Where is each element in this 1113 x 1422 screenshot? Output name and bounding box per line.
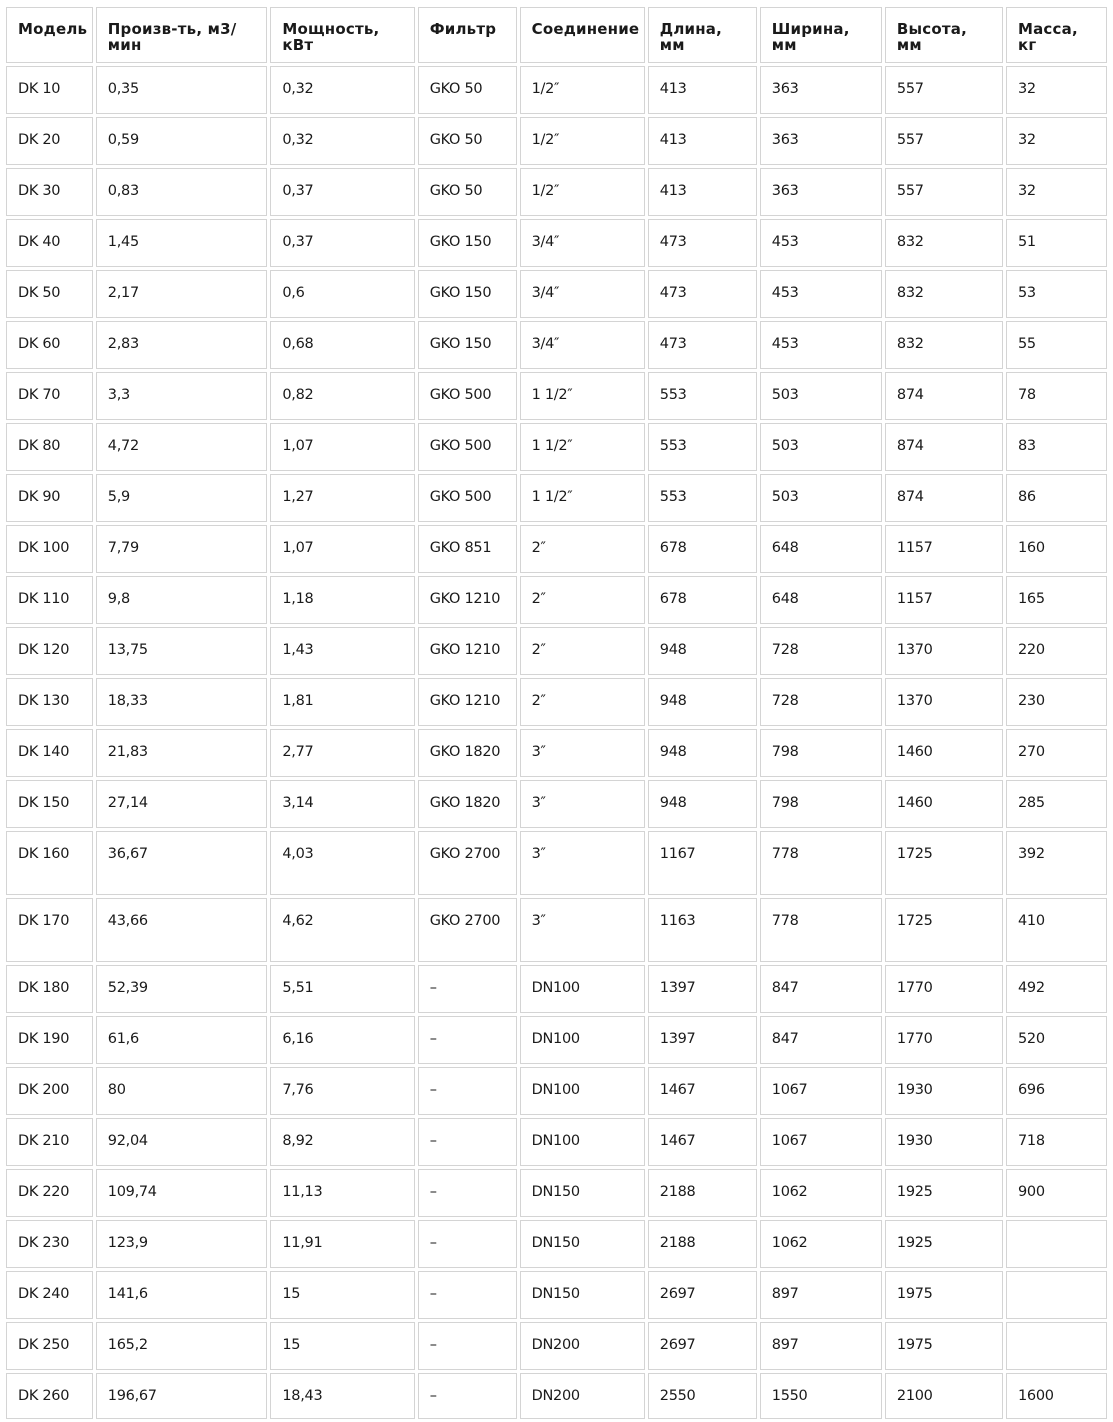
filter-cell: GKO 150 (418, 270, 517, 318)
width-cell: 778 (760, 898, 882, 962)
height-cell: 1725 (885, 831, 1003, 895)
connection-cell: DN150 (520, 1220, 645, 1268)
model-cell: DK 140 (6, 729, 93, 777)
table-row (6, 168, 1107, 216)
model-cell: DK 90 (6, 474, 93, 522)
filter-cell: GKO 1210 (418, 678, 517, 726)
width-cell: 1062 (760, 1220, 882, 1268)
width-cell: 778 (760, 831, 882, 895)
capacity-cell: 27,14 (96, 780, 268, 828)
capacity-cell: 52,39 (96, 965, 268, 1013)
width-cell: 648 (760, 576, 882, 624)
length-cell: 413 (648, 66, 757, 114)
power-cell: 1,07 (270, 423, 414, 471)
capacity-cell: 43,66 (96, 898, 268, 962)
height-cell: 1460 (885, 729, 1003, 777)
weight-cell: 32 (1006, 66, 1107, 114)
connection-cell: 2″ (520, 627, 645, 675)
length-cell: 1467 (648, 1067, 757, 1115)
weight-cell: 32 (1006, 117, 1107, 165)
length-cell: 473 (648, 219, 757, 267)
connection-cell: 3/4″ (520, 219, 645, 267)
compressor-spec-table (3, 4, 1110, 1422)
table-row (6, 1271, 1107, 1319)
capacity-cell: 0,35 (96, 66, 268, 114)
length-cell: 473 (648, 321, 757, 369)
filter-cell: GKO 500 (418, 372, 517, 420)
width-cell: 503 (760, 423, 882, 471)
width-cell: 363 (760, 117, 882, 165)
height-cell: 1930 (885, 1067, 1003, 1115)
power-cell: 1,27 (270, 474, 414, 522)
length-cell: 948 (648, 780, 757, 828)
power-cell: 15 (270, 1271, 414, 1319)
capacity-cell: 7,79 (96, 525, 268, 573)
weight-cell: 78 (1006, 372, 1107, 420)
filter-cell: GKO 500 (418, 423, 517, 471)
header-col-connection: Соединение (520, 7, 645, 63)
connection-cell: DN200 (520, 1373, 645, 1419)
filter-cell: GKO 1210 (418, 576, 517, 624)
power-cell: 4,03 (270, 831, 414, 895)
connection-cell: 3/4″ (520, 270, 645, 318)
capacity-cell: 196,67 (96, 1373, 268, 1419)
model-cell: DK 250 (6, 1322, 93, 1370)
connection-cell: 2″ (520, 525, 645, 573)
height-cell: 1725 (885, 898, 1003, 962)
height-cell: 1157 (885, 525, 1003, 573)
power-cell: 8,92 (270, 1118, 414, 1166)
weight-cell: 230 (1006, 678, 1107, 726)
table-row (6, 1220, 1107, 1268)
table-row (6, 372, 1107, 420)
width-cell: 1067 (760, 1118, 882, 1166)
filter-cell: GKO 150 (418, 219, 517, 267)
height-cell: 874 (885, 474, 1003, 522)
filter-cell: GKO 2700 (418, 831, 517, 895)
table-row (6, 831, 1107, 895)
power-cell: 0,68 (270, 321, 414, 369)
weight-cell: 285 (1006, 780, 1107, 828)
capacity-cell: 165,2 (96, 1322, 268, 1370)
weight-cell: 392 (1006, 831, 1107, 895)
filter-cell: GKO 1820 (418, 729, 517, 777)
table-row (6, 117, 1107, 165)
height-cell: 1975 (885, 1271, 1003, 1319)
weight-cell: 270 (1006, 729, 1107, 777)
height-cell: 1975 (885, 1322, 1003, 1370)
length-cell: 2697 (648, 1271, 757, 1319)
width-cell: 798 (760, 729, 882, 777)
length-cell: 553 (648, 423, 757, 471)
connection-cell: 1 1/2″ (520, 423, 645, 471)
width-cell: 503 (760, 474, 882, 522)
length-cell: 1167 (648, 831, 757, 895)
table-row (6, 678, 1107, 726)
connection-cell: DN100 (520, 965, 645, 1013)
model-cell: DK 120 (6, 627, 93, 675)
width-cell: 728 (760, 678, 882, 726)
table-row (6, 1118, 1107, 1166)
weight-cell: 165 (1006, 576, 1107, 624)
model-cell: DK 190 (6, 1016, 93, 1064)
height-cell: 874 (885, 423, 1003, 471)
connection-cell: 1/2″ (520, 66, 645, 114)
height-cell: 557 (885, 168, 1003, 216)
height-cell: 874 (885, 372, 1003, 420)
width-cell: 363 (760, 66, 882, 114)
length-cell: 678 (648, 576, 757, 624)
height-cell: 1770 (885, 965, 1003, 1013)
connection-cell: 2″ (520, 576, 645, 624)
filter-cell: – (418, 1220, 517, 1268)
connection-cell: 3″ (520, 729, 645, 777)
width-cell: 453 (760, 219, 882, 267)
weight-cell: 32 (1006, 168, 1107, 216)
connection-cell: DN100 (520, 1118, 645, 1166)
length-cell: 413 (648, 168, 757, 216)
height-cell: 1370 (885, 678, 1003, 726)
weight-cell: 51 (1006, 219, 1107, 267)
length-cell: 2188 (648, 1169, 757, 1217)
model-cell: DK 240 (6, 1271, 93, 1319)
power-cell: 5,51 (270, 965, 414, 1013)
table-row (6, 627, 1107, 675)
width-cell: 503 (760, 372, 882, 420)
weight-cell: 160 (1006, 525, 1107, 573)
capacity-cell: 141,6 (96, 1271, 268, 1319)
length-cell: 948 (648, 678, 757, 726)
width-cell: 847 (760, 1016, 882, 1064)
filter-cell: – (418, 1118, 517, 1166)
filter-cell: GKO 50 (418, 168, 517, 216)
filter-cell: GKO 500 (418, 474, 517, 522)
table-row (6, 1169, 1107, 1217)
length-cell: 948 (648, 627, 757, 675)
table-row (6, 1322, 1107, 1370)
model-cell: DK 60 (6, 321, 93, 369)
weight-cell: 53 (1006, 270, 1107, 318)
capacity-cell: 21,83 (96, 729, 268, 777)
weight-cell: 696 (1006, 1067, 1107, 1115)
connection-cell: DN150 (520, 1169, 645, 1217)
power-cell: 2,77 (270, 729, 414, 777)
length-cell: 1397 (648, 1016, 757, 1064)
width-cell: 648 (760, 525, 882, 573)
filter-cell: GKO 150 (418, 321, 517, 369)
height-cell: 1930 (885, 1118, 1003, 1166)
model-cell: DK 160 (6, 831, 93, 895)
table-body (6, 66, 1107, 1419)
connection-cell: DN100 (520, 1067, 645, 1115)
weight-cell: 220 (1006, 627, 1107, 675)
connection-cell: 1/2″ (520, 168, 645, 216)
capacity-cell: 123,9 (96, 1220, 268, 1268)
table-row (6, 965, 1107, 1013)
connection-cell: 1 1/2″ (520, 372, 645, 420)
filter-cell: – (418, 1169, 517, 1217)
length-cell: 2550 (648, 1373, 757, 1419)
length-cell: 473 (648, 270, 757, 318)
length-cell: 553 (648, 474, 757, 522)
model-cell: DK 230 (6, 1220, 93, 1268)
connection-cell: DN200 (520, 1322, 645, 1370)
weight-cell (1006, 1271, 1107, 1319)
height-cell: 557 (885, 117, 1003, 165)
table-row (6, 1067, 1107, 1115)
table-row (6, 219, 1107, 267)
power-cell: 11,91 (270, 1220, 414, 1268)
height-cell: 832 (885, 321, 1003, 369)
header-col-length: Длина, мм (648, 7, 757, 63)
weight-cell: 520 (1006, 1016, 1107, 1064)
capacity-cell: 3,3 (96, 372, 268, 420)
header-col-weight: Масса, кг (1006, 7, 1107, 63)
length-cell: 553 (648, 372, 757, 420)
table-row (6, 729, 1107, 777)
model-cell: DK 180 (6, 965, 93, 1013)
length-cell: 2188 (648, 1220, 757, 1268)
table-row (6, 270, 1107, 318)
capacity-cell: 1,45 (96, 219, 268, 267)
model-cell: DK 80 (6, 423, 93, 471)
header-col-height: Высота, мм (885, 7, 1003, 63)
power-cell: 7,76 (270, 1067, 414, 1115)
header-col-capacity: Произв-ть, м3/мин (96, 7, 268, 63)
weight-cell: 1600 (1006, 1373, 1107, 1419)
weight-cell: 492 (1006, 965, 1107, 1013)
header-col-model: Модель (6, 7, 93, 63)
height-cell: 557 (885, 66, 1003, 114)
table-row (6, 576, 1107, 624)
width-cell: 1067 (760, 1067, 882, 1115)
capacity-cell: 36,67 (96, 831, 268, 895)
power-cell: 0,32 (270, 117, 414, 165)
table-row (6, 1373, 1107, 1419)
capacity-cell: 9,8 (96, 576, 268, 624)
filter-cell: – (418, 1067, 517, 1115)
filter-cell: – (418, 1271, 517, 1319)
weight-cell: 410 (1006, 898, 1107, 962)
table-row (6, 474, 1107, 522)
filter-cell: GKO 2700 (418, 898, 517, 962)
connection-cell: 3″ (520, 898, 645, 962)
power-cell: 1,43 (270, 627, 414, 675)
width-cell: 1550 (760, 1373, 882, 1419)
capacity-cell: 80 (96, 1067, 268, 1115)
model-cell: DK 70 (6, 372, 93, 420)
table-row (6, 780, 1107, 828)
weight-cell (1006, 1322, 1107, 1370)
width-cell: 897 (760, 1322, 882, 1370)
capacity-cell: 0,59 (96, 117, 268, 165)
header-col-width: Ширина, мм (760, 7, 882, 63)
power-cell: 1,07 (270, 525, 414, 573)
length-cell: 678 (648, 525, 757, 573)
filter-cell: GKO 50 (418, 66, 517, 114)
capacity-cell: 13,75 (96, 627, 268, 675)
capacity-cell: 2,83 (96, 321, 268, 369)
power-cell: 11,13 (270, 1169, 414, 1217)
model-cell: DK 220 (6, 1169, 93, 1217)
capacity-cell: 18,33 (96, 678, 268, 726)
power-cell: 0,6 (270, 270, 414, 318)
table-row (6, 1016, 1107, 1064)
power-cell: 1,81 (270, 678, 414, 726)
height-cell: 1460 (885, 780, 1003, 828)
power-cell: 15 (270, 1322, 414, 1370)
connection-cell: DN100 (520, 1016, 645, 1064)
length-cell: 413 (648, 117, 757, 165)
length-cell: 1397 (648, 965, 757, 1013)
power-cell: 3,14 (270, 780, 414, 828)
model-cell: DK 10 (6, 66, 93, 114)
width-cell: 363 (760, 168, 882, 216)
connection-cell: 1/2″ (520, 117, 645, 165)
capacity-cell: 109,74 (96, 1169, 268, 1217)
model-cell: DK 200 (6, 1067, 93, 1115)
filter-cell: GKO 1820 (418, 780, 517, 828)
filter-cell: – (418, 1016, 517, 1064)
model-cell: DK 210 (6, 1118, 93, 1166)
height-cell: 1157 (885, 576, 1003, 624)
weight-cell: 86 (1006, 474, 1107, 522)
power-cell: 0,82 (270, 372, 414, 420)
model-cell: DK 260 (6, 1373, 93, 1419)
model-cell: DK 40 (6, 219, 93, 267)
width-cell: 897 (760, 1271, 882, 1319)
capacity-cell: 2,17 (96, 270, 268, 318)
width-cell: 1062 (760, 1169, 882, 1217)
table-row (6, 66, 1107, 114)
table-header (6, 7, 1107, 63)
filter-cell: – (418, 965, 517, 1013)
length-cell: 1163 (648, 898, 757, 962)
weight-cell: 718 (1006, 1118, 1107, 1166)
capacity-cell: 92,04 (96, 1118, 268, 1166)
table-row (6, 423, 1107, 471)
width-cell: 847 (760, 965, 882, 1013)
table-row (6, 898, 1107, 962)
length-cell: 2697 (648, 1322, 757, 1370)
capacity-cell: 5,9 (96, 474, 268, 522)
connection-cell: 2″ (520, 678, 645, 726)
filter-cell: – (418, 1322, 517, 1370)
width-cell: 453 (760, 270, 882, 318)
connection-cell: 3″ (520, 780, 645, 828)
connection-cell: 1 1/2″ (520, 474, 645, 522)
capacity-cell: 61,6 (96, 1016, 268, 1064)
model-cell: DK 150 (6, 780, 93, 828)
power-cell: 1,18 (270, 576, 414, 624)
power-cell: 18,43 (270, 1373, 414, 1419)
model-cell: DK 30 (6, 168, 93, 216)
filter-cell: GKO 851 (418, 525, 517, 573)
length-cell: 948 (648, 729, 757, 777)
model-cell: DK 20 (6, 117, 93, 165)
weight-cell: 83 (1006, 423, 1107, 471)
filter-cell: GKO 50 (418, 117, 517, 165)
width-cell: 728 (760, 627, 882, 675)
power-cell: 4,62 (270, 898, 414, 962)
power-cell: 0,32 (270, 66, 414, 114)
model-cell: DK 170 (6, 898, 93, 962)
model-cell: DK 50 (6, 270, 93, 318)
weight-cell: 900 (1006, 1169, 1107, 1217)
filter-cell: GKO 1210 (418, 627, 517, 675)
length-cell: 1467 (648, 1118, 757, 1166)
table-row (6, 525, 1107, 573)
height-cell: 2100 (885, 1373, 1003, 1419)
header-col-filter: Фильтр (418, 7, 517, 63)
model-cell: DK 100 (6, 525, 93, 573)
capacity-cell: 4,72 (96, 423, 268, 471)
height-cell: 1770 (885, 1016, 1003, 1064)
model-cell: DK 110 (6, 576, 93, 624)
height-cell: 832 (885, 270, 1003, 318)
height-cell: 1925 (885, 1169, 1003, 1217)
connection-cell: 3″ (520, 831, 645, 895)
weight-cell: 55 (1006, 321, 1107, 369)
power-cell: 0,37 (270, 219, 414, 267)
model-cell: DK 130 (6, 678, 93, 726)
height-cell: 1370 (885, 627, 1003, 675)
filter-cell: – (418, 1373, 517, 1419)
width-cell: 453 (760, 321, 882, 369)
weight-cell (1006, 1220, 1107, 1268)
connection-cell: DN150 (520, 1271, 645, 1319)
power-cell: 6,16 (270, 1016, 414, 1064)
header-col-power: Мощность, кВт (270, 7, 414, 63)
height-cell: 1925 (885, 1220, 1003, 1268)
power-cell: 0,37 (270, 168, 414, 216)
header-row (6, 7, 1107, 63)
table-row (6, 321, 1107, 369)
width-cell: 798 (760, 780, 882, 828)
capacity-cell: 0,83 (96, 168, 268, 216)
height-cell: 832 (885, 219, 1003, 267)
connection-cell: 3/4″ (520, 321, 645, 369)
